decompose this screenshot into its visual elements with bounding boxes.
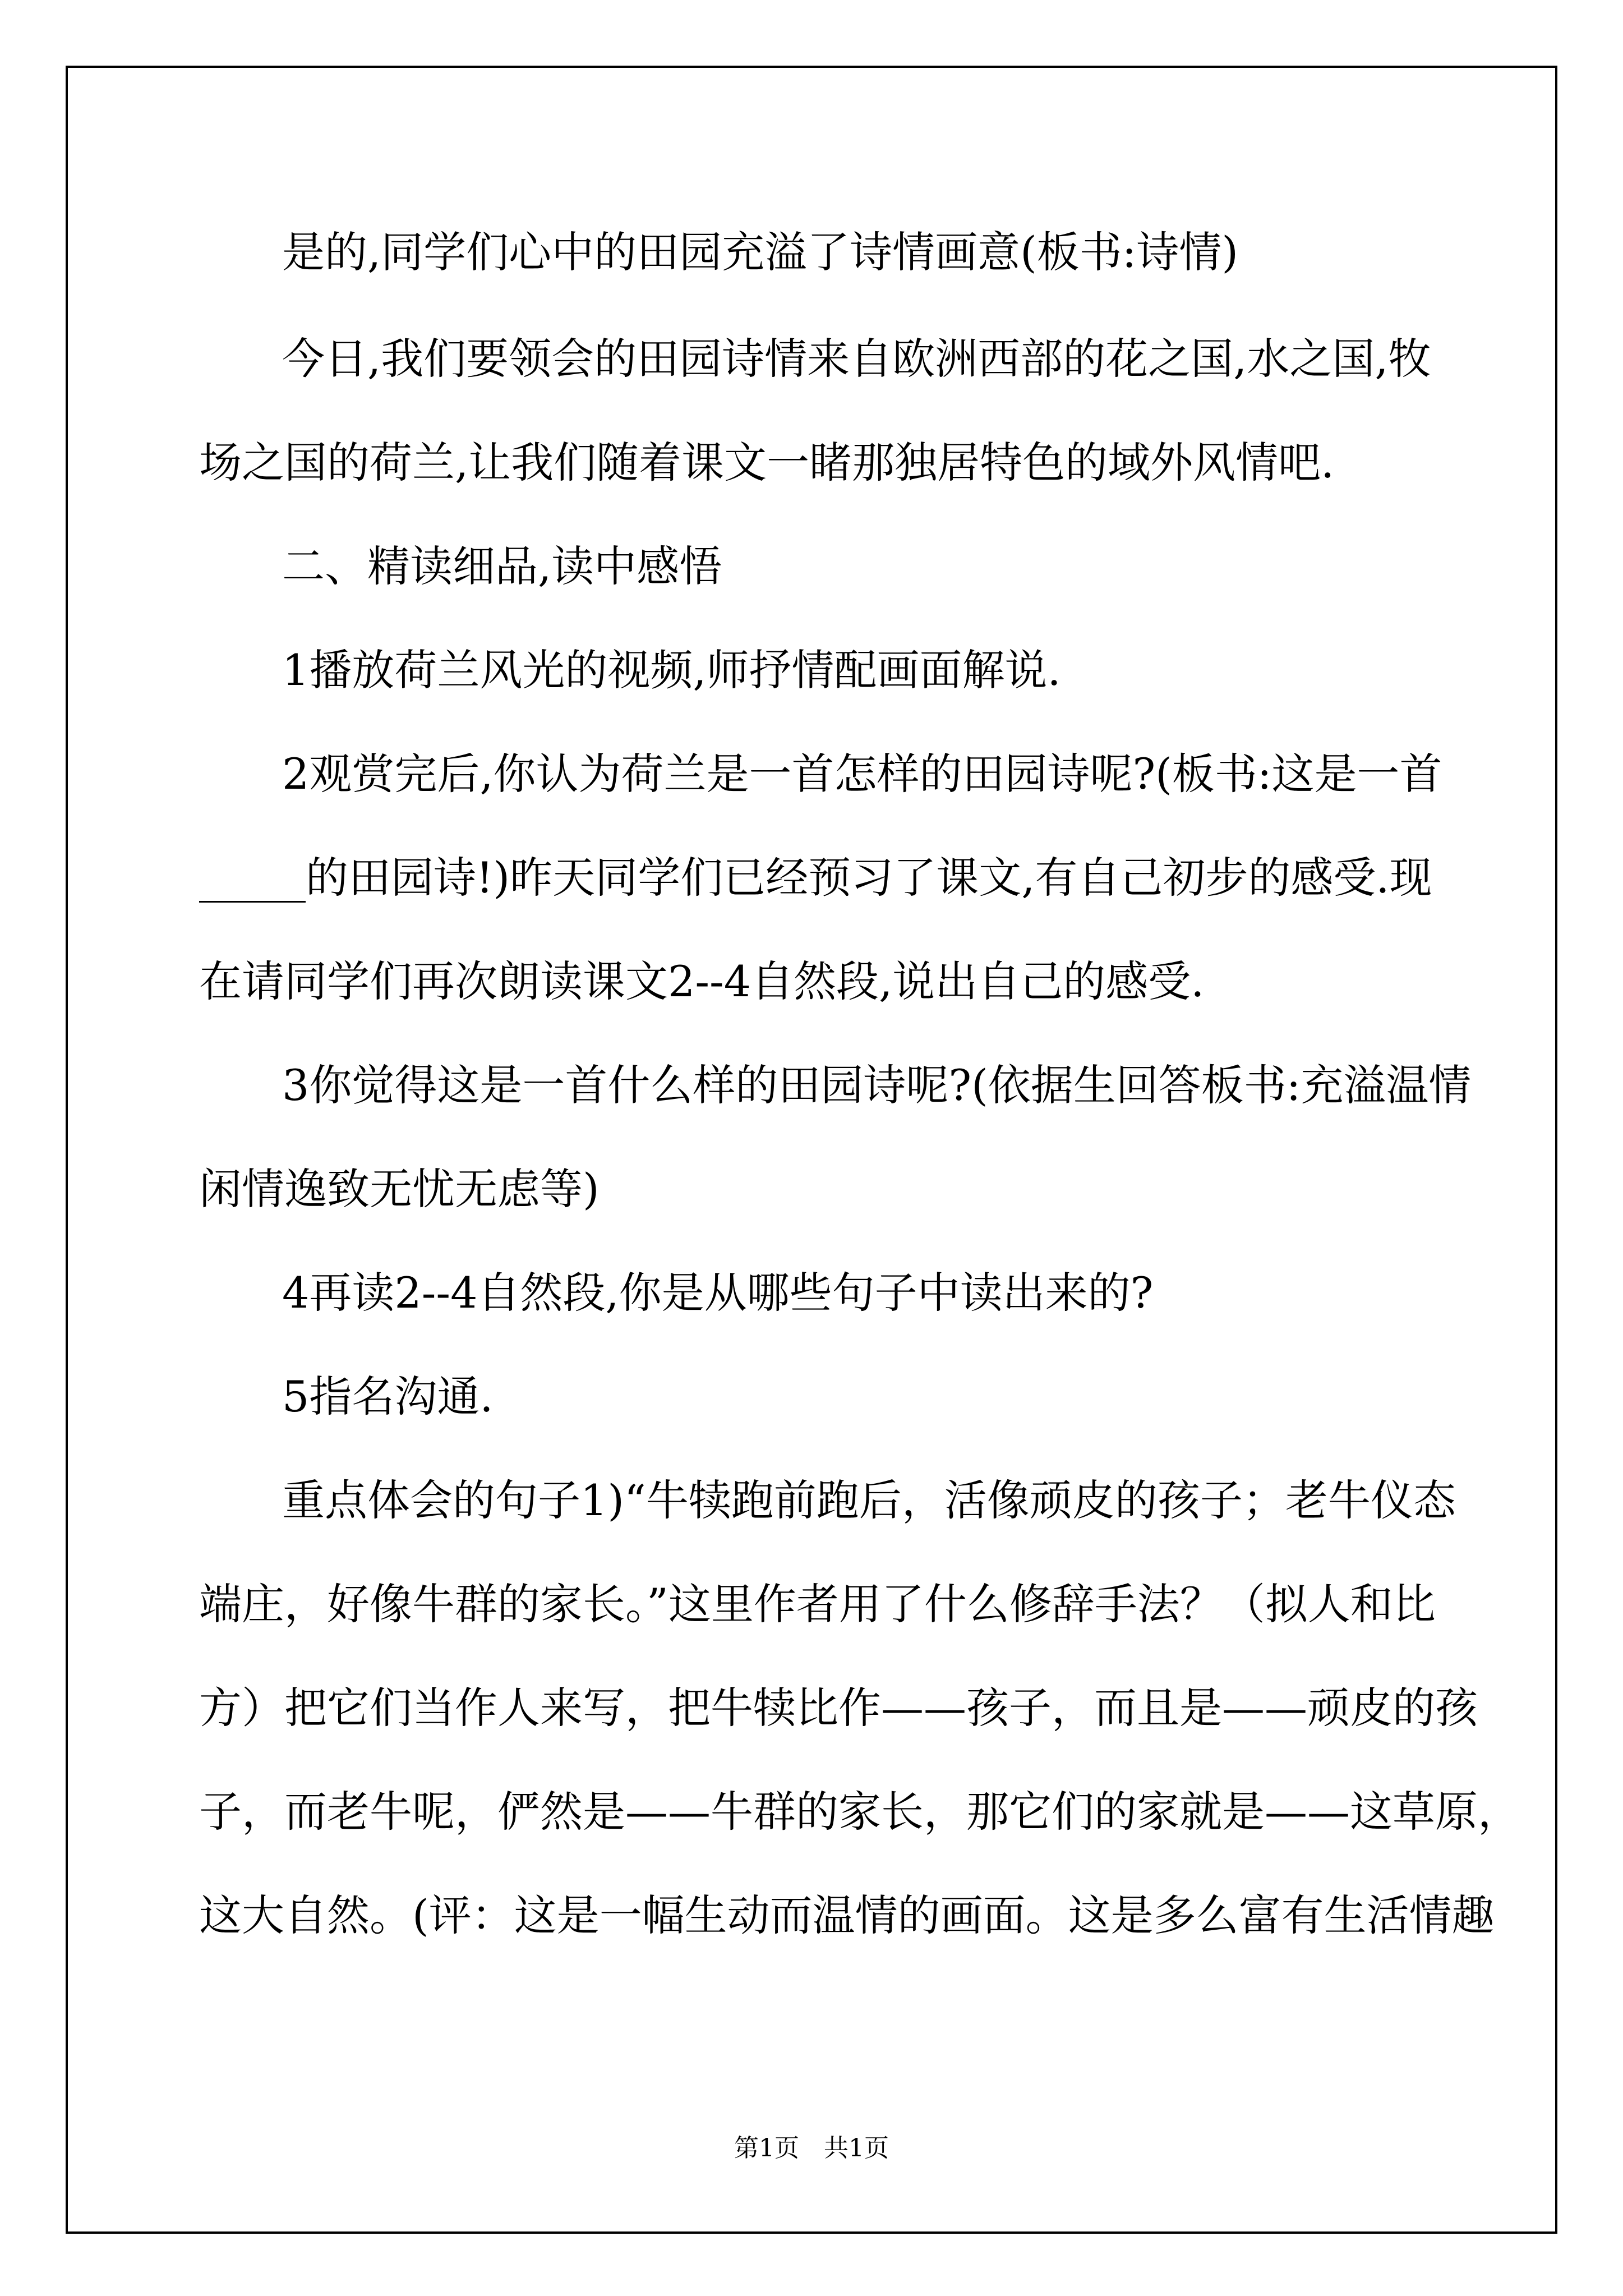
text-line: 1播放荷兰风光的视频,师抒情配画面解说. xyxy=(282,645,1061,695)
section-heading: 二、精读细品,读中感悟 xyxy=(282,541,722,591)
text-line: 这大自然。(评：这是一幅生动而温情的画面。这是多么富有生活情趣 xyxy=(199,1890,1495,1940)
text-line: 在请同学们再次朗读课文2--4自然段,说出自己的感受. xyxy=(199,956,1205,1006)
text-line: 2观赏完后,你认为荷兰是一首怎样的田园诗呢?(板书:这是一首 xyxy=(282,749,1442,799)
text-line: 场之国的荷兰,让我们随着课文一睹那独居特色的域外风情吧. xyxy=(199,438,1335,487)
text-line: 是的,同学们心中的田园充溢了诗情画意(板书:诗情) xyxy=(282,227,1239,277)
text-line: _____的田园诗!)昨天同学们已经预习了课文,有自己初步的感受.现 xyxy=(199,853,1432,903)
text-line: 子，而老牛呢，俨然是——牛群的家长，那它们的家就是——这草原， xyxy=(199,1787,1520,1837)
text-line: 今日,我们要领会的田园诗情来自欧洲西部的花之国,水之国,牧 xyxy=(282,334,1431,384)
text-line: 重点体会的句子1)“牛犊跑前跑后，活像顽皮的孩子；老牛仪态 xyxy=(282,1475,1456,1525)
text-line: 闲情逸致无忧无虑等) xyxy=(199,1164,600,1214)
text-line: 端庄，好像牛群的家长。”这里作者用了什么修辞手法？（拟人和比 xyxy=(199,1579,1436,1629)
text-line: 5指名沟通. xyxy=(282,1372,494,1421)
page-number: 第1页 共1页 xyxy=(734,2134,889,2162)
text-line: 3你觉得这是一首什么样的田园诗呢?(依据生回答板书:充溢温情 xyxy=(282,1060,1472,1110)
text-line: 4再读2--4自然段,你是从哪些句子中读出来的? xyxy=(282,1268,1154,1318)
text-line: 方）把它们当作人来写，把牛犊比作——孩子，而且是——顽皮的孩 xyxy=(199,1683,1478,1733)
